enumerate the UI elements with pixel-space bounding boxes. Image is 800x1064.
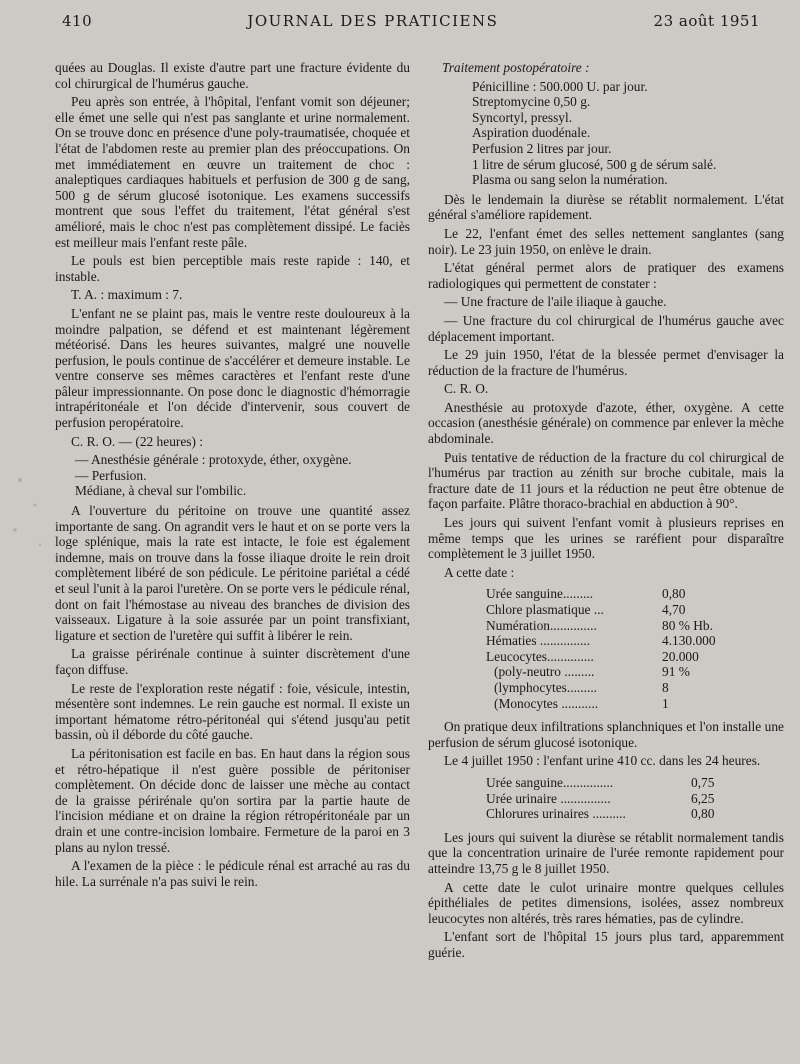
paragraph: Peu après son entrée, à l'hôpital, l'enfant vomit son déjeuner; elle émet une selle qui n'est pas sanglante et urine normalement. On se trouve donc en présence d'une poly-traumatisée, choquée et l'état de l'abdomen reste au premier plan des préoccupations. On met immédiatement en œuvre un traitement de choc : analeptiques cardiaques habituels et perfusion de 300 g de sang, 500 g de sérum glucosé isotonique. Les examens successifs montrent que sous l'effet du traitement, l'état général s'est amélioré, mais le choc n'est pas complètement dissipé. Le faciès est meilleur mais l'enfant reste pâle.	[55, 94, 410, 250]
postop-item: Streptomycine 0,50 g.	[472, 94, 591, 110]
paragraph: On pratique deux infiltrations splanchniques et l'on installe une perfusion de sérum glucosé isotonique.	[428, 719, 784, 750]
paragraph: La graisse périrénale continue à suinter discrètement d'une façon diffuse.	[55, 646, 410, 677]
ink-stain	[0, 450, 60, 570]
postop-title: Traitement postopératoire :	[442, 60, 590, 75]
postop-item: 1 litre de sérum glucosé, 500 g de sérum salé.	[472, 156, 717, 172]
urine-results-table	[486, 775, 714, 822]
paragraph: Le pouls est bien perceptible mais reste rapide : 140, et instable.	[55, 253, 410, 284]
table-row: (poly-neutro ......... 91 %	[494, 664, 690, 680]
table-row: Leucocytes.............. 20.000	[486, 648, 699, 664]
paragraph: A l'ouverture du péritoine on trouve une quantité assez importante de sang. On agrandit vers le haut et on se porte vers la loge splénique, mais la rate est intacte, le foie est également indemne, mais on trouve dans la fosse iliaque droite le rein droit complètement libéré de son pédicule. Le péritoine pariétal a cédé et seul l'unit à la paroi l'uretère. On se porte vers le pédicule rénal, dont on fait l'hémostase au niveau des branches de division des vaisseaux. Ligature à la soie assurée par un point transfixiant, ligature et section de l'uretère qui suffit à libérer le rein.	[55, 503, 410, 643]
left-column	[55, 60, 410, 892]
table-row: Hématies ............... 4.130.000	[486, 633, 716, 649]
paragraph: Puis tentative de réduction de la fracture du col chirurgical de l'humérus par traction au zénith sur broche cubitale, mais la fracture date de 11 jours et la réduction ne peut être obtenue de façon parfaite. Plâtre thoraco-brachial en abduction à 90°.	[428, 449, 784, 512]
postop-list	[428, 79, 784, 188]
paragraph: — Une fracture du col chirurgical de l'humérus gauche avec déplacement important.	[428, 312, 784, 344]
table-row: Chlore plasmatique ... 4,70	[486, 602, 686, 617]
table-row: Chlorures urinaires .......... 0,80	[486, 806, 715, 822]
paragraph: A cette date le culot urinaire montre quelques cellules épithéliales de petites dimensions, isolées, assez nombreux leucocytes non altérés, très rares hématies, pas de cylindre.	[428, 879, 784, 926]
paragraph: T. A. : maximum : 7.	[71, 287, 183, 303]
paragraph: L'enfant ne se plaint pas, mais le ventre reste douloureux à la moindre palpation, se défend et est maintenant légèrement météorisé. Dans les heures suivantes, malgré une nouvelle perfusion, le pouls continue de s'accélérer et demeure instable. Le ventre conserve ses mêmes caractères et l'enfant reste d'une pâleur impressionnante. On pose donc le diagnostic d'hémorragie intrapéritonéale et l'on décide d'intervenir, sous couvert de perfusion peropératoire.	[55, 305, 410, 431]
issue-date: 23 août 1951	[653, 12, 760, 30]
lab-results-table	[486, 586, 716, 711]
postop-item: Perfusion 2 litres par jour.	[472, 140, 612, 156]
right-column	[428, 60, 784, 963]
journal-title: JOURNAL DES PRATICIENS	[247, 12, 499, 30]
operation-step: — Perfusion.	[75, 467, 147, 483]
postop-item: Plasma ou sang selon la numération.	[472, 172, 668, 188]
paragraph: A cette date :	[444, 564, 515, 580]
paragraph: Le 29 juin 1950, l'état de la blessée permet d'envisager la réduction de la fracture de l'humérus.	[428, 347, 784, 378]
postop-item: Pénicilline : 500.000 U. par jour.	[472, 78, 648, 94]
page-number: 410	[62, 12, 93, 30]
paragraph: Le reste de l'exploration reste négatif : foie, vésicule, intestin, mésentère sont indemnes. Le rein gauche est normal. Il existe un important hématome rétro-péritonéal qui s'étend jusqu'au petit bassin, où il déborde du côté gauche.	[55, 680, 410, 743]
paragraph: L'enfant sort de l'hôpital 15 jours plus tard, apparemment guérie.	[428, 929, 784, 960]
paragraph: quées au Douglas. Il existe d'autre part une fracture évidente du col chirurgical de l'humérus gauche.	[55, 60, 410, 91]
table-row: Urée urinaire ............... 6,25	[486, 790, 715, 806]
paragraph: Les jours qui suivent la diurèse se rétablit normalement tandis que la concentration urinaire de l'urée remonte rapidement pour atteindre 13,75 g le 8 juillet 1950.	[428, 829, 784, 876]
paragraph: Le 22, l'enfant émet des selles nettement sanglantes (sang noir). Le 23 juin 1950, on enlève le drain.	[428, 225, 784, 257]
table-row: Numération.............. 80 % Hb.	[486, 617, 713, 633]
paragraph: L'état général permet alors de pratiquer des examens radiologiques qui permettent de constater :	[428, 260, 784, 291]
paragraph: C. R. O. — (22 heures) :	[71, 433, 204, 449]
table-row: (lymphocytes......... 8	[494, 679, 669, 695]
paragraph: Les jours qui suivent l'enfant vomit à plusieurs reprises en même temps que les urines se raréfient pour disparaître complètement le 3 juillet 1950.	[428, 515, 784, 562]
paragraph: Le 4 juillet 1950 : l'enfant urine 410 cc. dans les 24 heures.	[444, 753, 761, 769]
paragraph: C. R. O.	[444, 381, 489, 397]
postop-item: Syncortyl, pressyl.	[472, 109, 573, 125]
page-header	[62, 12, 760, 42]
paragraph: La péritonisation est facile en bas. En haut dans la région sous et rétro-hépatique il n'est guère possible de péritoniser complètement. On décide donc de laisser une mèche au contact de la graisse périrénale qu'on sortira par la partie haute de l'incision médiane et on draine la région rétropéritonéale par un drain et une contre-incision lombaire. Fermeture de la paroi en 3 plans au nylon tressé.	[55, 745, 410, 855]
table-row: Urée sanguine............... 0,75	[486, 774, 715, 790]
operation-step: Médiane, à cheval sur l'ombilic.	[75, 483, 247, 499]
postop-item: Aspiration duodénale.	[472, 125, 591, 141]
paragraph: — Une fracture de l'aile iliaque à gauche.	[444, 294, 667, 310]
paragraph: Dès le lendemain la diurèse se rétablit normalement. L'état général s'améliore rapidement.	[428, 191, 784, 223]
paragraph: Anesthésie au protoxyde d'azote, éther, oxygène. A cette occasion (anesthésie générale) on commence par enlever la mèche abdominale.	[428, 399, 784, 447]
table-row: Urée sanguine......... 0,80	[486, 586, 686, 602]
operation-step: — Anesthésie générale : protoxyde, éther, oxygène.	[75, 452, 352, 468]
table-row: (Monocytes ........... 1	[494, 695, 669, 711]
paragraph: A l'examen de la pièce : le pédicule rénal est arraché au ras du hile. La surrénale n'a pas suivi le rein.	[55, 858, 410, 889]
